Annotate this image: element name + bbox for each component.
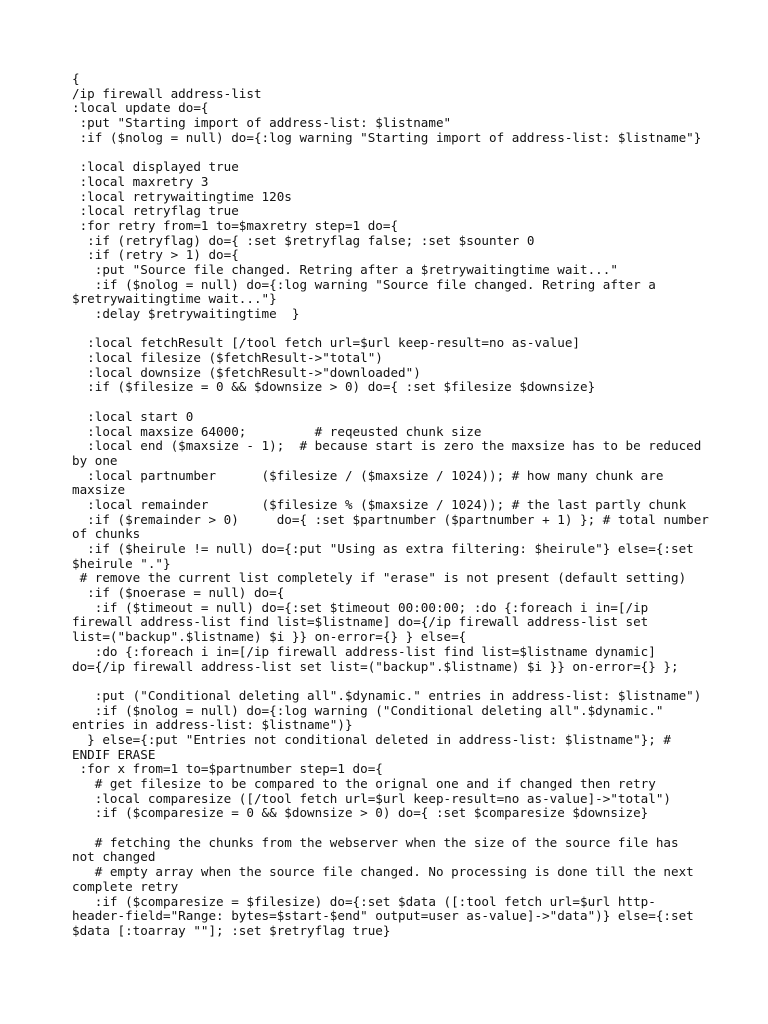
code-line: $heirule "."} xyxy=(72,555,171,571)
blank-line xyxy=(72,395,702,410)
code-line: :local maxsize 64000; # reqeusted chunk size xyxy=(72,423,482,439)
code-line: :put ("Conditional deleting all".$dynamic." entries in address-list: $listname") xyxy=(72,687,702,703)
code-line: :local end ($maxsize - 1); # because start is zero the maxsize has to be reduced xyxy=(72,438,702,454)
code-line: :local partnumber ($filesize / ($maxsize / 1024)); # how many chunk are xyxy=(72,467,664,483)
code-line: } else={:put "Entries not conditional deleted in address-list: $listname"}; # xyxy=(72,731,671,747)
code-line: :local downsize ($fetchResult->"downloaded") xyxy=(72,364,421,380)
code-line: :if ($noerase = null) do={ xyxy=(72,585,285,601)
blank-line xyxy=(72,145,702,160)
code-line: # get filesize to be compared to the orignal one and if changed then retry xyxy=(72,776,656,791)
code-line: :local comparesize ([/tool fetch url=$url keep-result=no as-value]->"total") xyxy=(72,790,671,806)
code-line: :local displayed true xyxy=(72,159,239,175)
code-line: entries in address-list: $listname")} xyxy=(72,717,353,733)
code-line: $retrywaitingtime wait..."} xyxy=(72,291,277,307)
code-line: :for retry from=1 to=$maxretry step=1 do={ xyxy=(72,217,399,233)
code-line: :put "Starting import of address-list: $listname" xyxy=(72,115,452,131)
code-line: # empty array when the source file changed. No processing is done till the next xyxy=(72,864,694,880)
code-line: of chunks xyxy=(72,526,141,542)
code-line: firewall address-list find list=$listname] do={/ip firewall address-list set xyxy=(72,614,649,630)
code-line: maxsize xyxy=(72,482,126,498)
code-line: :if ($nolog = null) do={:log warning ("Conditional deleting all".$dynamic." xyxy=(72,702,664,718)
code-line: by one xyxy=(72,452,118,468)
code-line: /ip firewall address-list xyxy=(72,85,262,101)
code-line: :if (retry > 1) do={ xyxy=(72,247,239,263)
document-page xyxy=(72,71,709,939)
code-line: complete retry xyxy=(72,878,179,894)
blank-line xyxy=(72,821,702,836)
code-line: { xyxy=(72,71,80,86)
code-line: :local remainder ($filesize % ($maxsize / 1024)); # the last partly chunk xyxy=(72,496,687,512)
code-line: :if ($heirule != null) do={:put "Using as extra filtering: $heirule"} else={:set xyxy=(72,541,694,556)
code-line: :if ($comparesize = $filesize) do={:set $data ([:tool fetch url=$url http- xyxy=(72,893,656,909)
code-line: :local update do={ xyxy=(72,100,209,116)
code-line: :if ($remainder > 0) do={ :set $partnumber ($partnumber + 1) }; # total number xyxy=(72,511,709,527)
code-line: :if ($timeout = null) do={:set $timeout 00:00:00; :do {:foreach i in=[/ip xyxy=(72,599,649,615)
code-line: :local retrywaitingtime 120s xyxy=(72,188,292,204)
code-line: # remove the current list completely if "erase" is not present (default setting) xyxy=(72,570,687,586)
code-line: :if ($filesize = 0 && $downsize > 0) do={ :set $filesize $downsize} xyxy=(72,379,596,395)
code-line: list=("backup".$listname) $i }} on-error={} } else={ xyxy=(72,629,467,645)
code-line: :local retryflag true xyxy=(72,203,239,219)
code-line: :local maxretry 3 xyxy=(72,173,209,189)
code-line: header-field="Range: bytes=$start-$end" output=user as-value]->"data")} else={:set xyxy=(72,908,694,924)
code-line: :local fetchResult [/tool fetch url=$url keep-result=no as-value] xyxy=(72,335,580,351)
code-line: :local filesize ($fetchResult->"total") xyxy=(72,350,383,366)
code-line: :if ($nolog = null) do={:log warning "Starting import of address-list: $listname"} xyxy=(72,129,702,145)
code-line: :if ($comparesize = 0 && $downsize > 0) do={ :set $comparesize $downsize} xyxy=(72,805,649,821)
blank-line xyxy=(72,674,702,689)
code-line: do={/ip firewall address-list set list=("backup".$listname) $i }} on-error={} }; xyxy=(72,658,679,674)
code-line: :put "Source file changed. Retring after a $retrywaitingtime wait..." xyxy=(72,261,618,277)
code-line: $data [:toarray ""]; :set $retryflag true} xyxy=(72,922,391,938)
code-line: # fetching the chunks from the webserver when the size of the source file has xyxy=(72,834,679,850)
code-line: :do {:foreach i in=[/ip firewall address-list find list=$listname dynamic] xyxy=(72,643,656,659)
code-line: :if ($nolog = null) do={:log warning "Source file changed. Retring after a xyxy=(72,276,656,292)
code-line: :local start 0 xyxy=(72,408,194,424)
code-line: :delay $retrywaitingtime } xyxy=(72,306,300,321)
code-line: not changed xyxy=(72,849,156,865)
code-line: :for x from=1 to=$partnumber step=1 do={ xyxy=(72,761,383,777)
blank-line xyxy=(72,322,702,337)
code-line: ENDIF ERASE xyxy=(72,746,156,762)
code-line: :if (retryflag) do={ :set $retryflag false; :set $sounter 0 xyxy=(72,232,535,248)
